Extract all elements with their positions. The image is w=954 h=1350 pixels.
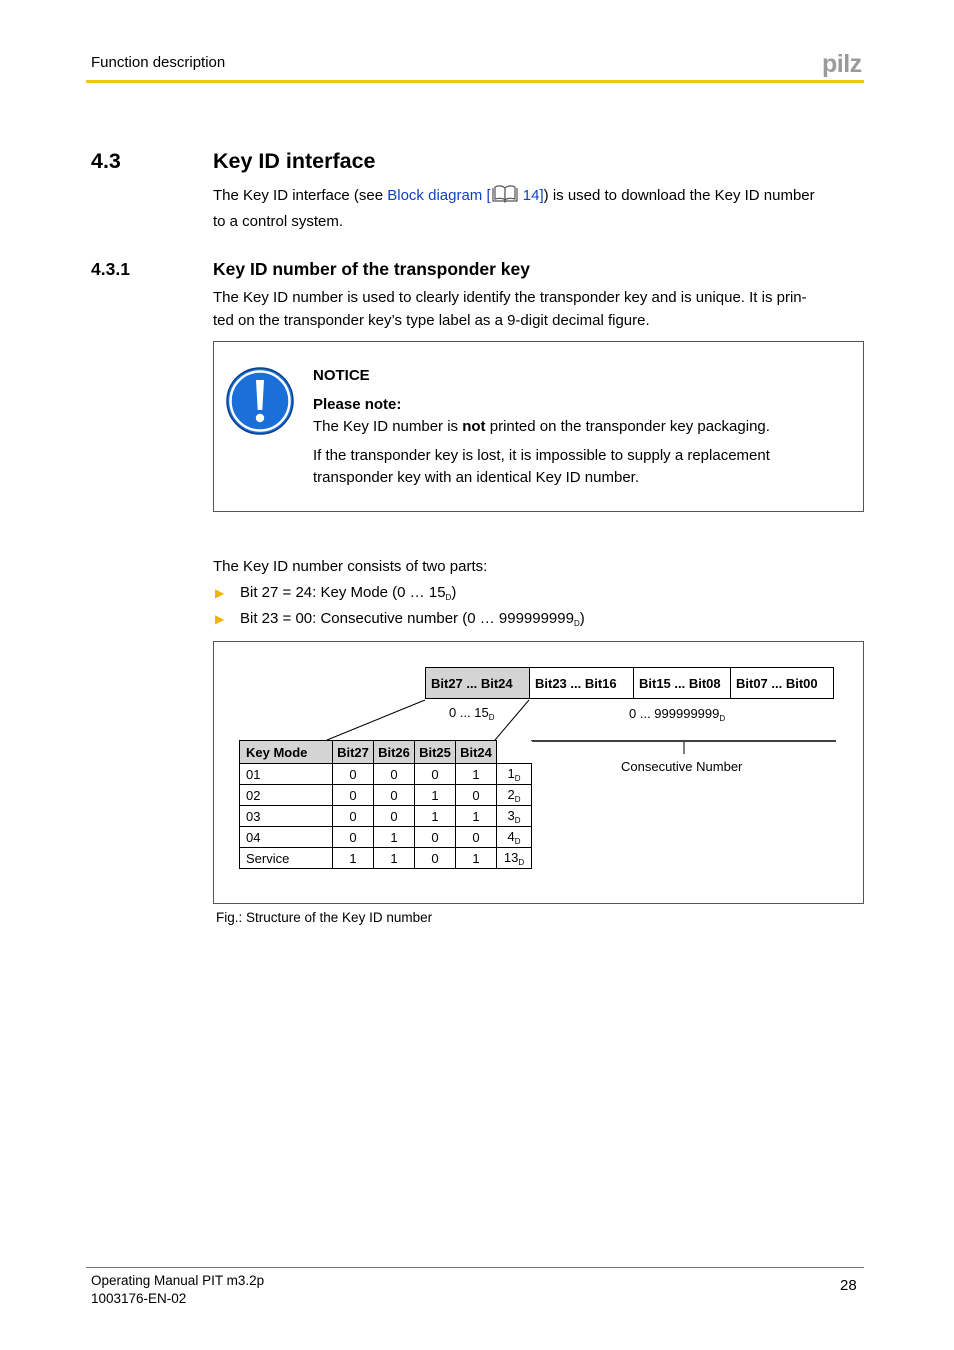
subscript: D [488,713,495,722]
consecutive-number-label: Consecutive Number [621,759,743,774]
column-header: Bit27 [333,741,374,764]
bit-cell: 0 [374,806,415,827]
bit-cell: 0 [333,764,374,785]
decimal-value: 1 [507,765,515,781]
decimal-value: 13 [503,849,519,865]
bit-cell: 1 [415,785,456,806]
bit-cell: 0 [333,827,374,848]
notice-text: printed on the transponder key packaging. [485,418,770,435]
subsection-number: 4.3.1 [91,259,130,279]
notice-text: transponder key with an identical Key ID number. [313,469,640,486]
decimal-value: 4 [507,828,515,844]
column-header: Bit24 [456,741,497,764]
key-mode-table [239,740,532,869]
document-number: 1003176-EN-02 [91,1291,187,1306]
link-page: 14] [518,187,544,204]
intro-text-line2: to a control system. [213,212,344,230]
subscript: D [518,857,525,867]
decimal-value: 2 [507,786,515,802]
subscript: D [514,794,521,804]
range-text: 0 ... 999999999 [629,706,720,721]
key-mode-range [449,705,495,722]
footer-info [91,1272,264,1308]
bit-groups-table [425,667,834,699]
para-line: ted on the transponder key’s type label as a 9-digit decimal figure. [213,311,650,329]
decimal-cell [497,848,532,869]
bullet-end: ) [579,610,585,627]
empty-header-cell [497,741,532,764]
subscript: D [719,714,726,723]
mode-cell: 04 [240,827,333,848]
bit-cell: 0 [415,764,456,785]
bit-group-cell: Bit27 ... Bit24 [426,668,530,699]
subscript: D [514,836,521,846]
bit-cell: 0 [456,827,497,848]
notice-heading: NOTICE [313,367,370,384]
section-number: 4.3 [91,149,121,173]
bit-cell: 0 [456,785,497,806]
table-row [240,827,532,848]
table-row [240,806,532,827]
mode-cell: 03 [240,806,333,827]
bullet-arrow-icon: ▶ [215,586,225,600]
bit-cell: 0 [415,848,456,869]
pilz-logo: pilz [822,50,862,78]
bit-group-cell: Bit15 ... Bit08 [634,668,731,699]
bullet-text: Bit 27 = 24: Key Mode (0 … 15 [240,584,446,601]
bullet-end: ) [451,584,457,601]
bit-cell: 0 [333,785,374,806]
decimal-cell [497,806,532,827]
bit-cell: 0 [374,764,415,785]
bit-cell: 1 [456,806,497,827]
notice-text: The Key ID number is [313,418,463,435]
please-note: Please note: [313,396,402,413]
parts-intro: The Key ID number consists of two parts: [213,558,488,575]
column-header: Bit25 [415,741,456,764]
bit-cell: 1 [374,848,415,869]
mode-cell: 02 [240,785,333,806]
decimal-value: 3 [507,807,515,823]
figure-caption: Fig.: Structure of the Key ID number [216,910,433,925]
notice-text: If the transponder key is lost, it is impossible to supply a replacement [313,447,770,464]
bit-cell: 1 [456,848,497,869]
range-text: 0 ... 15 [449,705,489,720]
decimal-cell [497,764,532,785]
notice-emphasis: not [462,418,486,435]
subsection-title: Key ID number of the transponder key [213,259,531,279]
decimal-cell [497,785,532,806]
running-header: Function description [91,54,226,71]
table-row [240,848,532,869]
page-number: 28 [840,1277,857,1294]
bit-cell: 1 [374,827,415,848]
bullet-arrow-icon: ▶ [215,612,225,626]
decimal-cell [497,827,532,848]
bit-cell: 1 [333,848,374,869]
subscript: D [514,773,521,783]
intro-text: The Key ID interface (see [213,187,388,204]
table-row [240,785,532,806]
bit-cell: 1 [415,806,456,827]
table-row [240,764,532,785]
bit-group-cell: Bit07 ... Bit00 [731,668,834,699]
bit-cell: 0 [415,827,456,848]
bit-cell: 0 [333,806,374,827]
link-label: Block diagram [ [387,187,491,204]
mode-cell: 01 [240,764,333,785]
para-line: The Key ID number is used to clearly identify the transponder key and is unique. It is prin- [213,289,807,306]
bullet-text: Bit 23 = 00: Consecutive number (0 … 999999999 [240,610,574,627]
section-title: Key ID interface [213,149,376,173]
column-header: Bit26 [374,741,415,764]
bit-cell: 1 [456,764,497,785]
consecutive-range [629,706,725,723]
footer-rule [86,1267,864,1268]
subscript: D [514,815,521,825]
mode-cell: Service [240,848,333,869]
table-header-row [240,741,532,764]
bit-cell: 0 [374,785,415,806]
bit-group-cell: Bit23 ... Bit16 [530,668,634,699]
column-header: Key Mode [240,741,333,764]
subscript: D [445,593,452,602]
subscript: D [573,619,580,628]
intro-text-end: ) is used to download the Key ID number [543,187,815,204]
manual-title: Operating Manual PIT m3.2p [91,1273,265,1288]
